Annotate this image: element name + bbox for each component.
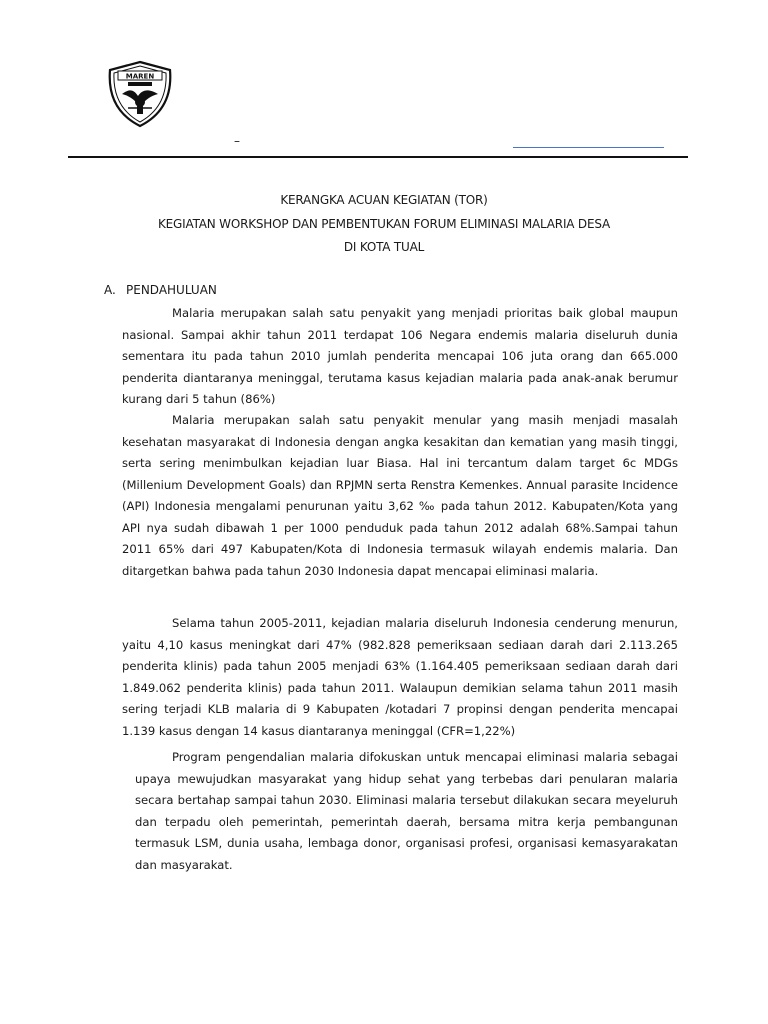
paragraph-3: Selama tahun 2005-2011, kejadian malaria diseluruh Indonesia cenderung menurun, yaitu 4,10 kasus meningkat dari 47% (982.828 pemeriksaan sediaan darah dari 2.113.265 penderita klinis) pada tahun 2005 menjadi 63% (1.164.405 pemeriksaan sediaan darah dari 1.849.062 penderita klinis) pada tahun 2011. Walaupun demikian selama tahun 2011 masih sering terjadi KLB malaria di 9 Kabupaten /kotadari 7 propinsi dengan penderita mencapai 1.139 kasus dengan 14 kasus diantaranya meninggal (CFR=1,22%) xyxy=(122,616,678,738)
logo-text: MAREN xyxy=(125,72,155,81)
section-number: A. xyxy=(104,283,116,297)
section-heading xyxy=(104,283,217,297)
blue-underline xyxy=(513,147,664,148)
paragraph-4: Program pengendalian malaria difokuskan untuk mencapai eliminasi malaria sebagai upaya mewujudkan masyarakat yang hidup sehat yang terbebas dari penularan malaria secara bertahap sampai tahun 2030. Eliminasi malaria tersebut dilakukan secara meyeluruh dan terpadu oleh pemerintah, pemerintah daerah, bersama mitra kerja pembangunan termasuk LSM, dunia usaha, lembaga donor, organisasi profesi, organisasi kemasyarakatan dan masyarakat. xyxy=(135,750,678,872)
document-subtitle: KEGIATAN WORKSHOP DAN PEMBENTUKAN FORUM ELIMINASI MALARIA DESA xyxy=(158,217,610,231)
maren-logo xyxy=(104,60,176,128)
header-rule xyxy=(68,156,688,158)
paragraph-1: Malaria merupakan salah satu penyakit yang menjadi prioritas baik global maupun nasional. Sampai akhir tahun 2011 terdapat 106 Negara endemis malaria diseluruh dunia sementara itu pada tahun 2010 jumlah penderita mencapai 106 juta orang dan 665.000 penderita diantaranya meninggal, terutama kasus kejadian malaria pada anak-anak berumur kurang dari 5 tahun (86%) xyxy=(122,306,678,406)
paragraph-2: Malaria merupakan salah satu penyakit menular yang masih menjadi masalah kesehatan masyarakat di Indonesia dengan angka kesakitan dan kematian yang masih tinggi, serta sering menimbulkan kejadian luar Biasa. Hal ini tercantum dalam target 6c MDGs (Millenium Development Goals) dan RPJMN serta Renstra Kemenkes. Annual parasite Incidence (API) Indonesia mengalami penurunan yaitu 3,62 ‰ pada tahun 2012. Kabupaten/Kota yang API nya sudah dibawah 1 per 1000 penduduk pada tahun 2012 adalah 68%.Sampai tahun 2011 65% dari 497 Kabupaten/Kota di Indonesia termasuk wilayah endemis malaria. Dan ditargetkan bahwa pada tahun 2030 Indonesia dapat mencapai eliminasi malaria. xyxy=(122,413,678,578)
section-title: PENDAHULUAN xyxy=(126,283,217,297)
document-title: KERANGKA ACUAN KEGIATAN (TOR) xyxy=(280,193,488,207)
header-dash: – xyxy=(234,134,240,148)
document-location: DI KOTA TUAL xyxy=(343,240,425,254)
